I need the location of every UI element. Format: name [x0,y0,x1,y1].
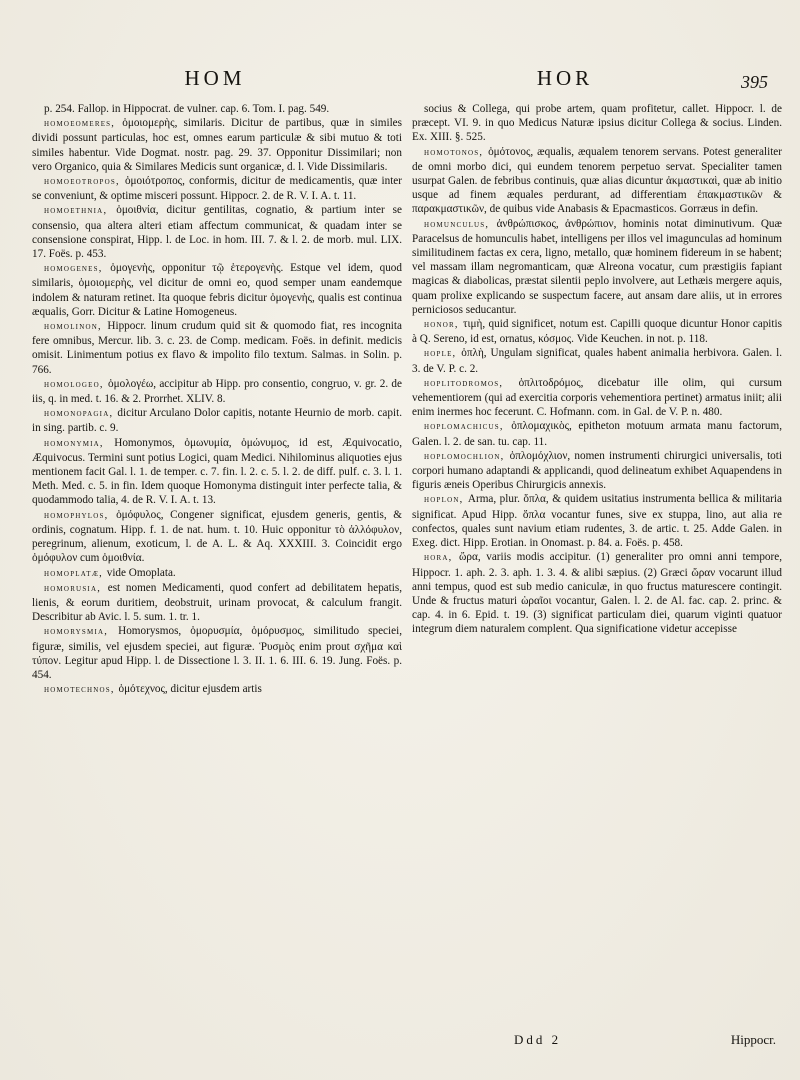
entry-homorysmia: homorysmia, Homorysmos, ὁμορυσμία, ὁμόρυσμος, similitudo speciei, figuræ, similis, vel ejusdem speciei, aut figuræ. Ῥυσμὸς enim prout σχῆμα καὶ τύπον. Legitur apud Hipp. l. de Dissectione l. 3. II. 1. 6. III. 6. 19. Jung. Foës. p. 454. [32,625,402,681]
signature-mark: Ddd 2 [514,1032,562,1047]
entry-homonopagia: homonopagia, dicitur Arculano Dolor capitis, notante Heurnio de morb. capit. in sing. partib. c. 9. [32,407,402,435]
entry-homoeotropos: homoeotropos, ὁμοιότροπος, conformis, dicitur de medicamentis, quæ inter se conveniunt, & optime misceri possunt. Hippocr. 2. de R. V. I. A. t. 11. [32,175,402,203]
header-left-word: HOM [184,66,246,90]
entry-hoplon: hoplon, Arma, plur. ὅπλα, & quidem usitatius instrumenta bellica & militaria significat. Apud Hipp. ὅπλα vocantur funes, sive ex stuppa, lino, aut alia re confectos, quales sunt navium etiam rudentes, 3. de artic. t. 25. Adde Galen. in Exeg. dict. Hipp. Erotian. in Onomast. p. 84. a. Foës. p. 458. [412,493,782,550]
entry-hoplomochlion: hoplomochlion, ὁπλομόχλιον, nomen instrumenti chirurgici universalis, toti corpori humano adaptandi & applicandi, quod delineatum exhibet Aquapendens in figuris æneis Operibus Chirurgicis annexis. [412,449,782,492]
entry-honor: honor, τιμὴ, quid significet, notum est. Capilli quoque dicuntur Honor capitis à Q. Sereno, id est, ornatus, κόσμος. Vide Keuchen. in not. p. 118. [412,318,782,346]
entry-homoethnia: homoethnia, ὁμοιθνία, dicitur gentilitas, cognatio, & partium inter se consensio, qua altera alteri etiam affectum communicat, & quadam inter se consensione conspirat, Hipp. l. de Loc. in hom. III. 7. & l. 2. de morb. mul. LIX. 17. Foës. p. 453. [32,204,402,261]
page-number: 395 [741,72,768,92]
header-right-word: HOR [536,66,594,90]
catchword: Hippocr. [730,1032,776,1047]
entry-homogenes: homogenes, ὁμογενὴς, opponitur τῷ ἑτερογενὴς. Estque vel idem, quod similaris, ὁμοιομερὴς, vel dicitur de omni eo, quod semper unam eandemque indolem & naturam retinet. Ita quoque febris dicitur ὁμογενὴς, qualis est continua æqualis, Gorr. Dicitur & Latine Homogeneus. [32,262,402,318]
entry-homophylos: homophylos, ὁμόφυλος, Congener significat, ejusdem generis, gentis, & ordinis, cognatum. Hipp. f. 1. de nat. hum. t. 10. Huic opponitur τὸ ἀλλόφυλον, peregrinum, alienum, exoticum, l. de A. L. & Aq. XXXIII. 3. Coincidit ergo ὁμόφυλον cum ὁμοιθνία. [32,508,402,565]
right-column [412,102,782,1032]
entry-homorusia: homorusia, est nomen Medicamenti, quod confert ad debilitatem hepatis, lienis, & eorum duritiem, deobstruit, urinam provocat, & calculum frangit. Describitur ab Avic. l. 5. sum. 1. tr. 1. [32,581,402,624]
entry-homotechnos: homotechnos, ὁμότεχνος, dicitur ejusdem artis [44,683,262,696]
entry-homotonos: homotonos, ὁμότονος, æqualis, æqualem tenorem servans. Potest generaliter de omni morbo dici, qui eundem tenorem perpetuo servat. Specialiter tamen usurpat Galen. de febribus continuis, quæ alias dicuntur ἀκμαστικαὶ, quæ ab initio usque ad finem æquales perdurant, ad differentiam ἐπακμαστικῶν & παρακμαστικῶν, de quibus vide Anabasis & Epacmasticos. Gorræus in defin. [412,145,782,216]
entry-homonymia: homonymia, Homonymos, ὁμωνυμία, ὁμώνυμος, id est, Æquivocatio, Æquivocus. Termini sunt potius Logici, quam Medici. Nihilominus aliquoties ejus mentionem facit Gal. l. 1. de temper. c. 7. fin. l. 2. c. 5. l. 2. de diff. pulf. c. 3. l. 1. Meth. Med. c. 5. in fin. Idem quoque Homonyma distinguit inter perfecte talia, & quodammodo talia, 4. de R. V. I. A. t. 13. [32,436,402,507]
entry-continuation: p. 254. Fallop. in Hippocrat. de vulner. cap. 6. Tom. I. pag. 549. [44,103,330,115]
running-header [0,64,800,94]
entry-hople: hople, ὁπλὴ, Ungulam significat, quales habent animalia herbivora. Galen. l. 3. de V. P. c. 2. [412,347,782,375]
entry-hoplitodromos: hoplitodromos, ὁπλιτοδρόμος, dicebatur ille olim, qui cursum vehementiorem (qui ad exercitia corporis vehementiora pertinet) armatus iniit; alii enim inermes hoc fecerunt. C. Hofmann. com. in Gal. de V. P. n. 480. [412,376,782,419]
entry-homolinon: homolinon, Hippocr. linum crudum quid sit & quomodo fiat, res incognita fere omnibus, Mercur. lib. 3. c. 23. de Comp. medicam. Foës. in definit. medicis omisit. Linimentum potius ex flavo & impolito filo textum. Salmas. in Solin. p. 766. [32,320,402,376]
entry-hora: hora, ὥρα, variis modis accipitur. (1) generaliter pro omni anni tempore, Hippocr. 1. aph. 2. 3. aph. 1. 3. 4. & alibi sæpius. (2) Græci ὥραν vocarunt illud anni tempus, quod est sub medio caniculæ, in quo fructus maturescere contingit. Unde & fructus maturi ὡραῖοι vocantur, Galen. l. 2. de Al. fac. cap. 2. princ. & cap. 4. in 6. Epid. t. 19. (3) significat particulam diei, quarum viginti quatuor integrum diem naturalem complent. Qua significatione videtur accepisse [412,551,782,636]
entry-homoplatae: homoplatæ, vide Omoplata. [44,566,176,579]
entry-continuation: socius & Collega, qui probe artem, quam profitetur, callet. Hippocr. l. de præcept. VI. 9. in quo Medicus Naturæ ipsius dicitur Collega & socius. Linden. Ex. XIII. §. 525. [412,103,782,144]
left-column [32,102,402,1032]
entry-homoeomeres: homoeomeres, ὁμοιομερὴς, similaris. Dicitur de partibus, quæ in similes dividi possunt particulas, hoc est, omnes earum particulæ & sibi mutuo & toti similes habentur. Vide Dogmat. nostr. pag. 29. 37. Opponitur Dissimilari; non vero Organico, quia & Similares Medicis sunt organicæ, d. l. Vide Dissimilaris. [32,117,402,173]
page-footer [412,1032,782,1052]
entry-hoplomachicus: hoplomachicus, ὁπλομαχικὸς, epitheton motuum armata manu factorum, Galen. l. 2. de san. tu. cap. 11. [412,420,782,448]
entry-homunculus: homunculus, ἀνθρώπισκος, ἀνθρώπιον, hominis notat diminutivum. Quæ Paracelsus de homunculis habet, intelligens per illos vel imagunculas ad hominum similitudinem factas ex cera, ligno, metallo, quæ hominem fidereum in se habent; vel massam illam negromanticam, quæ Alreona vocatur, cum præstigiis fapiant magicas & diabolicas, præstat silentii peplo involvere, aut Lethæis mergere aquis, quam prolixe explicando se suspectum facere, aut ansam dare aliis, ut in errores perniciosos seducantur. [412,217,782,316]
entry-homologeo: homologeo, ὁμολογέω, accipitur ab Hipp. pro consentio, congruo, v. gr. 2. de iis, q. in med. t. 16. & 2. Prorrhet. XLIV. 8. [32,377,402,406]
